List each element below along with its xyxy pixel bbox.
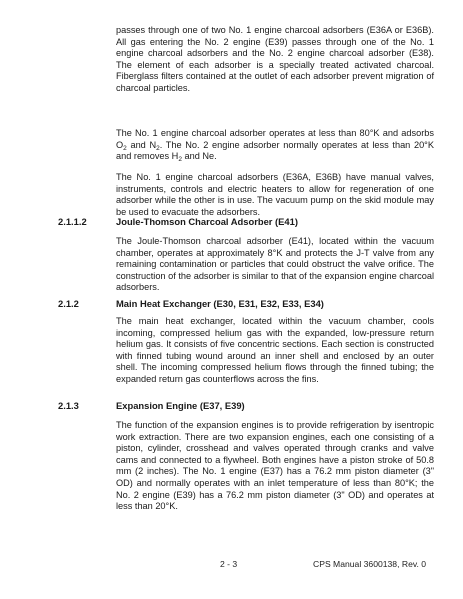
p2-subscript-n2: 2 xyxy=(156,144,160,152)
paragraph-adsorber-regeneration: The No. 1 engine charcoal adsorbers (E36A, E36B) have manual valves, instruments, controls and electric heaters to allow for regeneration of one adsorber while the other is in use. The vacuum pump on the skid module may be used to evacuate the adsorbers. xyxy=(116,172,434,217)
footer-manual-reference: CPS Manual 3600138, Rev. 0 xyxy=(313,559,427,569)
footer-page-number: 2 - 3 xyxy=(220,559,238,569)
section-title: Joule-Thomson Charcoal Adsorber (E41) xyxy=(116,216,298,227)
section-title: Expansion Engine (E37, E39) xyxy=(116,400,245,411)
p2-text-a: The No. 1 engine charcoal adsorber operates at less than 80°K and adsorbs O xyxy=(116,128,434,150)
p2-text-d: and Ne. xyxy=(181,151,217,162)
section-heading-2-1-3 xyxy=(58,400,245,411)
p2-subscript-o2: 2 xyxy=(123,144,127,152)
section-title: Main Heat Exchanger (E30, E31, E32, E33, E34) xyxy=(116,298,324,309)
paragraph-adsorber-operation xyxy=(116,128,434,163)
section-number: 2.1.1.2 xyxy=(58,216,87,227)
paragraph-expansion-engines: The function of the expansion engines is to provide refrigeration by isentropic work extraction. There are two expansion engines, each one consisting of a piston, cylinder, crosshead and valves operated through cranks and valve cams and connected to a flywheel. Both engines have a piston stroke of 50.8 mm (2 inches). The No. 1 engine (E37) has a 76.2 mm piston diameter (3" OD) and normally operates with an inlet temperature of less than 80°K; the No. 2 engine (E39) has a 76.2 mm piston diameter (3" OD) and operates at less than 20°K. xyxy=(116,420,434,512)
paragraph-heat-exchanger: The main heat exchanger, located within the vacuum chamber, cools incoming, compressed helium gas with the expanded, low-pressure return helium gas. It consists of five concentric sections. Each section is constructed with finned tubing wound around an inner shell and enclosed by an outer shell. The incoming compressed helium flows through the finned tubing; the expanded return gas counterflows across the fins. xyxy=(116,316,434,384)
p2-text-b: and N xyxy=(126,139,157,150)
section-number: 2.1.2 xyxy=(58,298,79,309)
section-number: 2.1.3 xyxy=(58,400,79,411)
section-heading-2-1-1-2 xyxy=(58,216,298,227)
section-heading-2-1-2 xyxy=(58,298,324,309)
paragraph-charcoal-adsorbers: passes through one of two No. 1 engine charcoal adsorbers (E36A or E36B). All gas entering the No. 2 engine (E39) passes through one of the No. 1 engine charcoal adsorbers and the No. 2 engine charcoal adsorber (E38). The element of each adsorber is a specially treated activated charcoal. Fiberglass filters contained at the outlet of each adsorber prevent migration of charcoal particles. xyxy=(116,25,434,93)
p2-subscript-h2: 2 xyxy=(178,156,182,164)
p2-text-c: . The No. 2 engine adsorber normally operates at less than 20°K and removes H xyxy=(116,139,434,162)
paragraph-jt-adsorber: The Joule-Thomson charcoal adsorber (E41), located within the vacuum chamber, operates at approximately 8°K and protects the J-T valve from any remaining contamination or particles that could obstruct the valve orifice. The construction of the adsorber is similar to that of the expansion engine charcoal adsorbers. xyxy=(116,236,434,293)
